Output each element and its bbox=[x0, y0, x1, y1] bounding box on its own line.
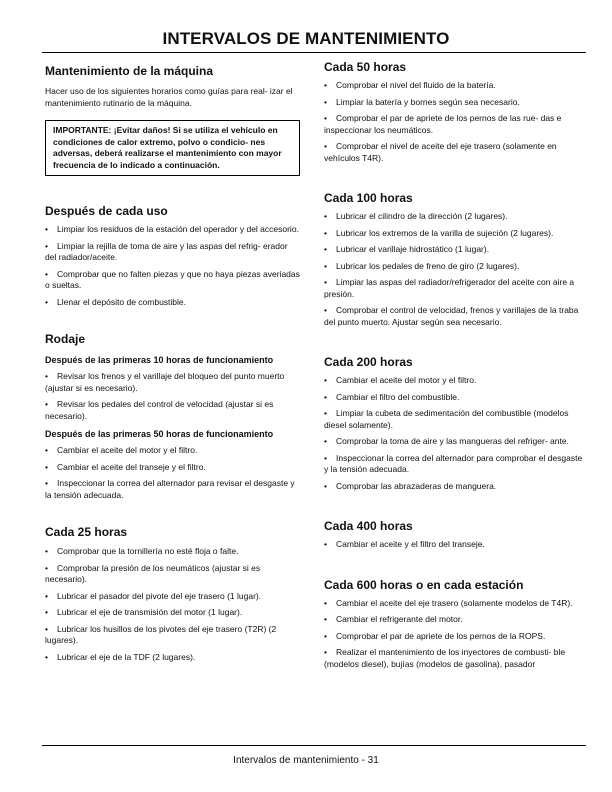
section-heading: Cada 50 horas bbox=[324, 60, 407, 74]
list-item: • Limpiar la cubeta de sedimentación del combustible (modelos diesel solamente). bbox=[324, 408, 569, 430]
list-item: • Lubricar el pasador del pivote del eje trasero (1 lugar). bbox=[45, 590, 262, 601]
item-list bbox=[45, 224, 300, 308]
section-heading: Cada 200 horas bbox=[324, 355, 413, 369]
section-despues-uso bbox=[45, 204, 300, 308]
section-heading: Cada 600 horas o en cada estación bbox=[324, 577, 524, 592]
section-heading: Cada 100 horas bbox=[324, 191, 413, 205]
list-item: • Llenar el depósito de combustible. bbox=[45, 296, 186, 307]
list-item: • Limpiar las aspas del radiador/refrigerador del aceite con aire a presión. bbox=[324, 277, 575, 299]
subheading-10-horas: Después de las primeras 10 horas de funcionamiento bbox=[45, 355, 274, 365]
page-footer: Intervalos de mantenimiento - 31 bbox=[233, 755, 379, 766]
section-heading: Rodaje bbox=[45, 332, 86, 346]
section-cada-25 bbox=[45, 525, 300, 663]
page-title: INTERVALOS DE MANTENIMIENTO bbox=[162, 29, 450, 48]
list-item: • Limpiar la rejilla de toma de aire y las aspas del refrig- erador del radiador/aceite. bbox=[45, 240, 288, 262]
section-heading: Después de cada uso bbox=[45, 204, 168, 218]
section-cada-200 bbox=[324, 355, 584, 492]
list-item: • Lubricar el varillaje hidrostático (1 lugar). bbox=[324, 244, 490, 254]
list-item: • Comprobar las abrazaderas de manguera. bbox=[324, 480, 497, 491]
top-rule bbox=[42, 52, 586, 53]
intro-text: Hacer uso de los siguientes horarios como guías para real- izar el mantenimiento rutinario de la máquina. bbox=[45, 86, 293, 108]
item-list bbox=[324, 80, 584, 164]
list-item: • Comprobar el par de apriete de los pernos de la ROPS. bbox=[324, 630, 546, 641]
list-item: • Revisar los pedales del control de velocidad (ajustar si es necesario). bbox=[45, 399, 274, 421]
item-list bbox=[45, 371, 300, 422]
list-item: • Inspeccionar la correa del alternador para comprobar el desgaste y la tensión adecuada. bbox=[324, 452, 583, 474]
section-cada-600 bbox=[324, 578, 584, 671]
list-item: • Lubricar los pedales de freno de giro (2 lugares). bbox=[324, 260, 520, 271]
list-item: • Comprobar el nivel de aceite del eje trasero (solamente en vehículos T4R). bbox=[324, 141, 557, 163]
list-item: • Lubricar el eje de transmisión del motor (1 lugar). bbox=[45, 607, 243, 617]
list-item: • Limpiar los residuos de la estación del operador y del accesorio. bbox=[45, 224, 299, 234]
item-list bbox=[324, 539, 584, 551]
list-item: • Comprobar el par de apriete de los pernos de las rue- das e inspeccionar los neumáticos. bbox=[324, 113, 562, 135]
list-item: • Comprobar la presión de los neumáticos (ajustar si es necesario). bbox=[45, 562, 261, 584]
list-item: • Revisar los frenos y el varillaje del bloqueo del punto muerto (ajustar si es necesario). bbox=[45, 371, 285, 393]
section-rodaje bbox=[45, 332, 300, 501]
section-heading: Cada 25 horas bbox=[45, 525, 128, 539]
section-heading: Mantenimiento de la máquina bbox=[45, 64, 214, 78]
list-item: • Cambiar el aceite del motor y el filtro. bbox=[324, 375, 477, 385]
item-list bbox=[324, 211, 584, 328]
list-item: • Realizar el mantenimiento de los inyectores de combusti- ble (modelos diesel), bujías (modelos de gasolina), pasador bbox=[324, 647, 566, 669]
list-item: • Cambiar el aceite del transeje y el filtro. bbox=[45, 461, 206, 472]
list-item: • Comprobar la toma de aire y las mangueras del refriger- ante. bbox=[324, 436, 569, 446]
list-item: • Lubricar el cilindro de la dirección (2 lugares). bbox=[324, 211, 508, 221]
list-item: • Lubricar los husillos de los pivotes del eje trasero (T2R) (2 lugares). bbox=[45, 623, 277, 645]
right-column bbox=[324, 60, 584, 670]
list-item: • Comprobar el control de velocidad, frenos y varillajes de la traba del punto muerto. Ajustar según sea necesario. bbox=[324, 305, 579, 327]
list-item: • Comprobar que no falten piezas y que no haya piezas averiadas o sueltas. bbox=[45, 268, 300, 290]
list-item: • Comprobar que la tornillería no esté floja o falte. bbox=[45, 546, 239, 556]
list-item: • Cambiar el aceite del motor y el filtro. bbox=[45, 445, 198, 455]
section-mantenimiento bbox=[45, 64, 300, 176]
list-item: • Cambiar el filtro del combustible. bbox=[324, 391, 460, 402]
list-item: • Comprobar el nivel del fluido de la batería. bbox=[324, 80, 496, 90]
important-notice: IMPORTANTE: ¡Evitar daños! Si se utiliza el vehículo en condiciones de calor extremo, polvo o condicio- nes adversas, deberá realizarse el mantenimiento con mayor frecuencia de lo indicado a continuación. bbox=[45, 120, 300, 176]
list-item: • Limpiar la batería y bornes según sea necesario. bbox=[324, 96, 520, 107]
list-item: • Lubricar los extremos de la varilla de sujeción (2 lugares). bbox=[324, 227, 554, 238]
list-item: • Inspeccionar la correa del alternador para revisar el desgaste y la tensión adecuada. bbox=[45, 478, 295, 500]
list-item: • Cambiar el refrigerante del motor. bbox=[324, 614, 463, 624]
item-list bbox=[45, 546, 300, 663]
section-cada-50 bbox=[324, 60, 584, 164]
list-item: • Cambiar el aceite y el filtro del transeje. bbox=[324, 539, 485, 549]
item-list bbox=[45, 445, 300, 501]
left-column bbox=[45, 60, 300, 663]
section-cada-400 bbox=[324, 519, 584, 551]
bottom-rule bbox=[42, 745, 586, 746]
item-list bbox=[324, 375, 584, 492]
section-heading: Cada 400 horas bbox=[324, 519, 413, 533]
item-list bbox=[324, 598, 584, 671]
section-cada-100 bbox=[324, 191, 584, 328]
list-item: • Lubricar el eje de la TDF (2 lugares). bbox=[45, 651, 196, 662]
subheading-50-horas: Después de las primeras 50 horas de funcionamiento bbox=[45, 429, 274, 439]
list-item: • Cambiar el aceite del eje trasero (solamente modelos de T4R). bbox=[324, 597, 573, 608]
